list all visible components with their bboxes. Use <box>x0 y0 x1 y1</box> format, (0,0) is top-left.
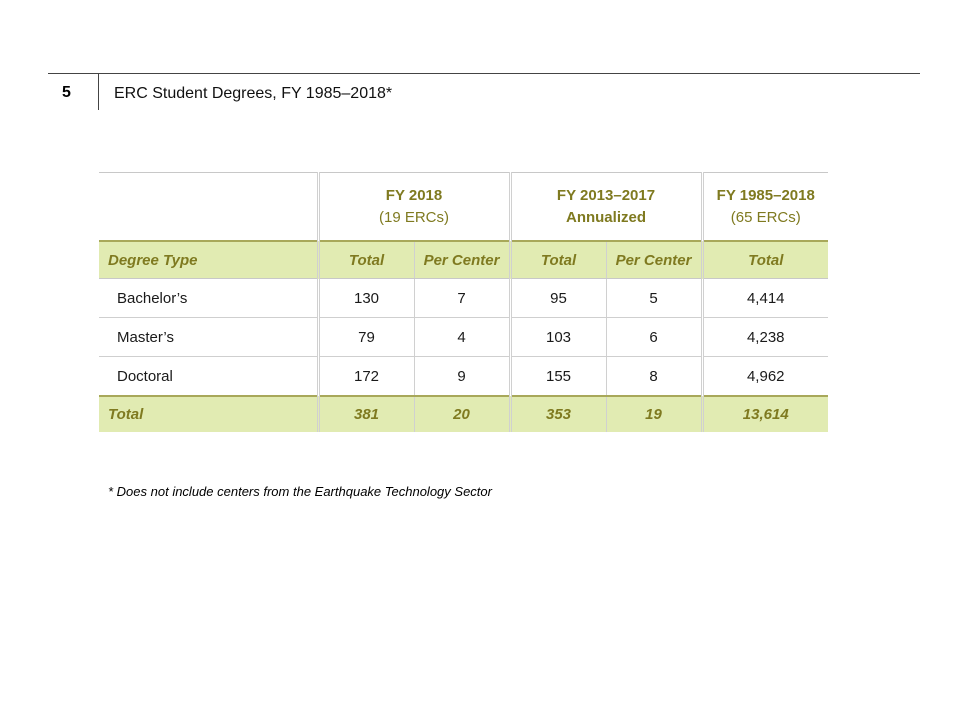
total-cell: 20 <box>414 396 510 432</box>
table-cell: 4,962 <box>702 357 828 397</box>
total-cell: 19 <box>606 396 702 432</box>
total-label: Total <box>99 396 318 432</box>
table-cell: 8 <box>606 357 702 397</box>
column-header-per-center: Per Center <box>606 241 702 279</box>
column-header-row <box>99 241 828 279</box>
total-cell: 353 <box>510 396 606 432</box>
slide-title: ERC Student Degrees, FY 1985–2018* <box>114 85 393 102</box>
group-title: FY 2013–2017 <box>556 186 656 204</box>
table-cell: 7 <box>414 279 510 318</box>
footnote: * Does not include centers from the Earthquake Technology Sector <box>108 484 492 499</box>
row-label: Master’s <box>99 318 318 357</box>
table-cell: 4,238 <box>702 318 828 357</box>
group-subtitle: (65 ERCs) <box>730 208 801 226</box>
table-cell: 4 <box>414 318 510 357</box>
table-cell: 103 <box>510 318 606 357</box>
column-header-total: Total <box>702 241 828 279</box>
table-cell: 79 <box>318 318 414 357</box>
header-rule <box>48 73 920 74</box>
table-cell: 6 <box>606 318 702 357</box>
group-subtitle: Annualized <box>565 208 646 226</box>
column-header-per-center: Per Center <box>414 241 510 279</box>
table-cell: 130 <box>318 279 414 318</box>
table-cell: 9 <box>414 357 510 397</box>
group-header-fy2013-2017 <box>510 173 702 242</box>
table-row-doctoral <box>99 357 828 397</box>
group-header-row <box>99 173 828 242</box>
group-header-fy2018 <box>318 173 510 242</box>
table-cell: 5 <box>606 279 702 318</box>
table-cell: 4,414 <box>702 279 828 318</box>
slide-number: 5 <box>62 84 71 101</box>
group-header-blank <box>99 173 318 242</box>
table-row-bachelors <box>99 279 828 318</box>
row-label: Doctoral <box>99 357 318 397</box>
column-header-total: Total <box>510 241 606 279</box>
degrees-table <box>99 172 828 432</box>
column-header-degree-type: Degree Type <box>99 241 318 279</box>
total-cell: 381 <box>318 396 414 432</box>
table-cell: 95 <box>510 279 606 318</box>
table-cell: 172 <box>318 357 414 397</box>
total-cell: 13,614 <box>702 396 828 432</box>
table-row-total <box>99 396 828 432</box>
group-header-fy1985-2018 <box>702 173 828 242</box>
number-divider <box>98 74 99 110</box>
row-label: Bachelor’s <box>99 279 318 318</box>
group-title: FY 1985–2018 <box>716 186 815 204</box>
group-title: FY 2018 <box>385 186 443 204</box>
group-subtitle: (19 ERCs) <box>378 208 449 226</box>
table-cell: 155 <box>510 357 606 397</box>
table-row-masters <box>99 318 828 357</box>
column-header-total: Total <box>318 241 414 279</box>
